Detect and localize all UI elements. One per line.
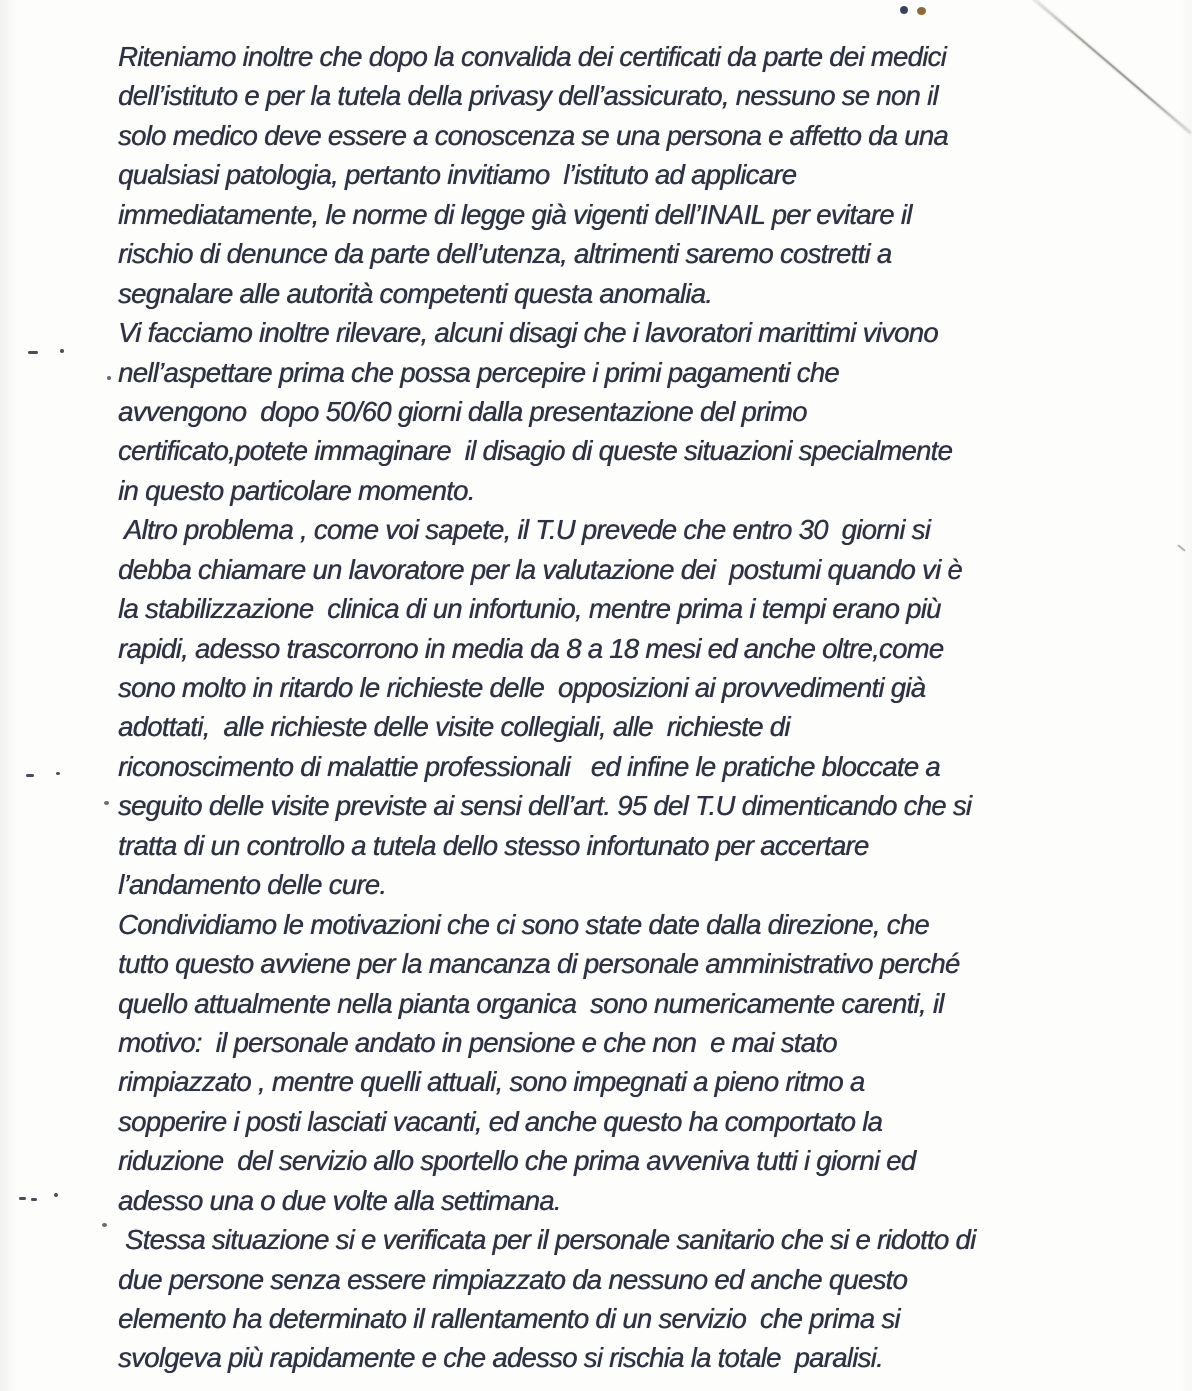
text-line: sopperire i posti lasciati vacanti, ed anche questo ha comportato la (118, 1105, 883, 1137)
text-line: adesso una o due volte alla settimana. (118, 1184, 561, 1216)
margin-dot-mark (56, 772, 60, 775)
text-line: elemento ha determinato il rallentamento di un servizio che prima si (118, 1303, 900, 1334)
text-line: segnalare alle autorità competenti questa anomalia. (118, 277, 713, 309)
text-line: dell’istituto e per la tutela della privasy dell’assicurato, nessuno se non il (118, 80, 938, 112)
margin-dash-mark (28, 351, 38, 354)
document-text-block (118, 37, 1123, 1378)
margin-dot-mark (107, 376, 111, 380)
text-line: in questo particolare momento. (118, 474, 475, 506)
text-line: Riteniamo inoltre che dopo la convalida dei certificati da parte dei medici (118, 41, 946, 72)
margin-dash-mark (19, 1197, 26, 1200)
text-line: l’andamento delle cure. (118, 869, 387, 901)
margin-dash-mark (26, 774, 34, 777)
scan-crease-tick (1177, 544, 1185, 551)
text-line: riduzione del servizio allo sportello che prima avveniva tutti i giorni ed (118, 1145, 916, 1177)
text-line: qualsiasi patologia, pertanto invitiamo l’istituto ad applicare (118, 159, 797, 191)
text-line: tutto questo avviene per la mancanza di personale amministrativo perché (118, 948, 960, 980)
ink-speck-dark (900, 6, 908, 14)
margin-dot-mark (102, 1223, 107, 1227)
text-line: quello attualmente nella pianta organica sono numericamente carenti, il (118, 987, 944, 1019)
text-line: rischio di denunce da parte dell’utenza, altrimenti saremo costretti a (118, 238, 892, 270)
text-line: avvengono dopo 50/60 giorni dalla presentazione del primo (118, 395, 807, 427)
text-line: sono molto in ritardo le richieste delle opposizioni ai provvedimenti già (118, 672, 926, 703)
text-line: tratta di un controllo a tutela dello stesso infortunato per accertare (118, 829, 869, 861)
text-line: certificato,potete immaginare il disagio di queste situazioni specialmente (118, 435, 953, 467)
text-line: motivo: il personale andato in pensione e che non e mai stato (118, 1026, 837, 1058)
text-line: Altro problema , come voi sapete, il T.U prevede che entro 30 giorni si (118, 514, 931, 546)
text-line: la stabilizzazione clinica di un infortunio, mentre prima i tempi erano più (118, 593, 941, 625)
margin-dot-mark (60, 349, 64, 353)
text-line: seguito delle visite previste ai sensi dell’art. 95 del T.U dimenticando che si (118, 790, 972, 822)
text-line: solo medico deve essere a conoscenza se una persona e affetto da una (118, 119, 948, 151)
text-line: immediatamente, le norme di legge già vigenti dell’INAIL per evitare il (118, 198, 912, 230)
text-line: due persone senza essere rimpiazzato da nessuno ed anche questo (118, 1263, 908, 1295)
text-line: riconoscimento di malattie professionali ed infine le pratiche bloccate a (118, 750, 940, 782)
margin-dash-mark (31, 1198, 37, 1201)
text-line: nell’aspettare prima che possa percepire i primi pagamenti che (118, 356, 839, 388)
text-line: debba chiamare un lavoratore per la valutazione dei postumi quando vi è (118, 553, 962, 585)
text-line: rimpiazzato , mentre quelli attuali, sono impegnati a pieno ritmo a (118, 1066, 865, 1098)
ink-speck-brown (917, 7, 926, 15)
text-line: adottati, alle richieste delle visite collegiali, alle richieste di (118, 711, 790, 743)
text-line: rapidi, adesso trascorrono in media da 8 a 18 mesi ed anche oltre,come (118, 632, 944, 664)
text-line: Vi facciamo inoltre rilevare, alcuni disagi che i lavoratori marittimi vivono (118, 317, 938, 349)
text-line: svolgeva più rapidamente e che adesso si rischia la totale paralisi. (118, 1342, 883, 1374)
text-line: Condividiamo le motivazioni che ci sono state date dalla direzione, che (118, 908, 929, 940)
text-line: Stessa situazione si e verificata per il personale sanitario che si e ridotto di (118, 1224, 976, 1256)
margin-dot-mark (104, 801, 109, 805)
margin-tick-mark (53, 1192, 59, 1198)
